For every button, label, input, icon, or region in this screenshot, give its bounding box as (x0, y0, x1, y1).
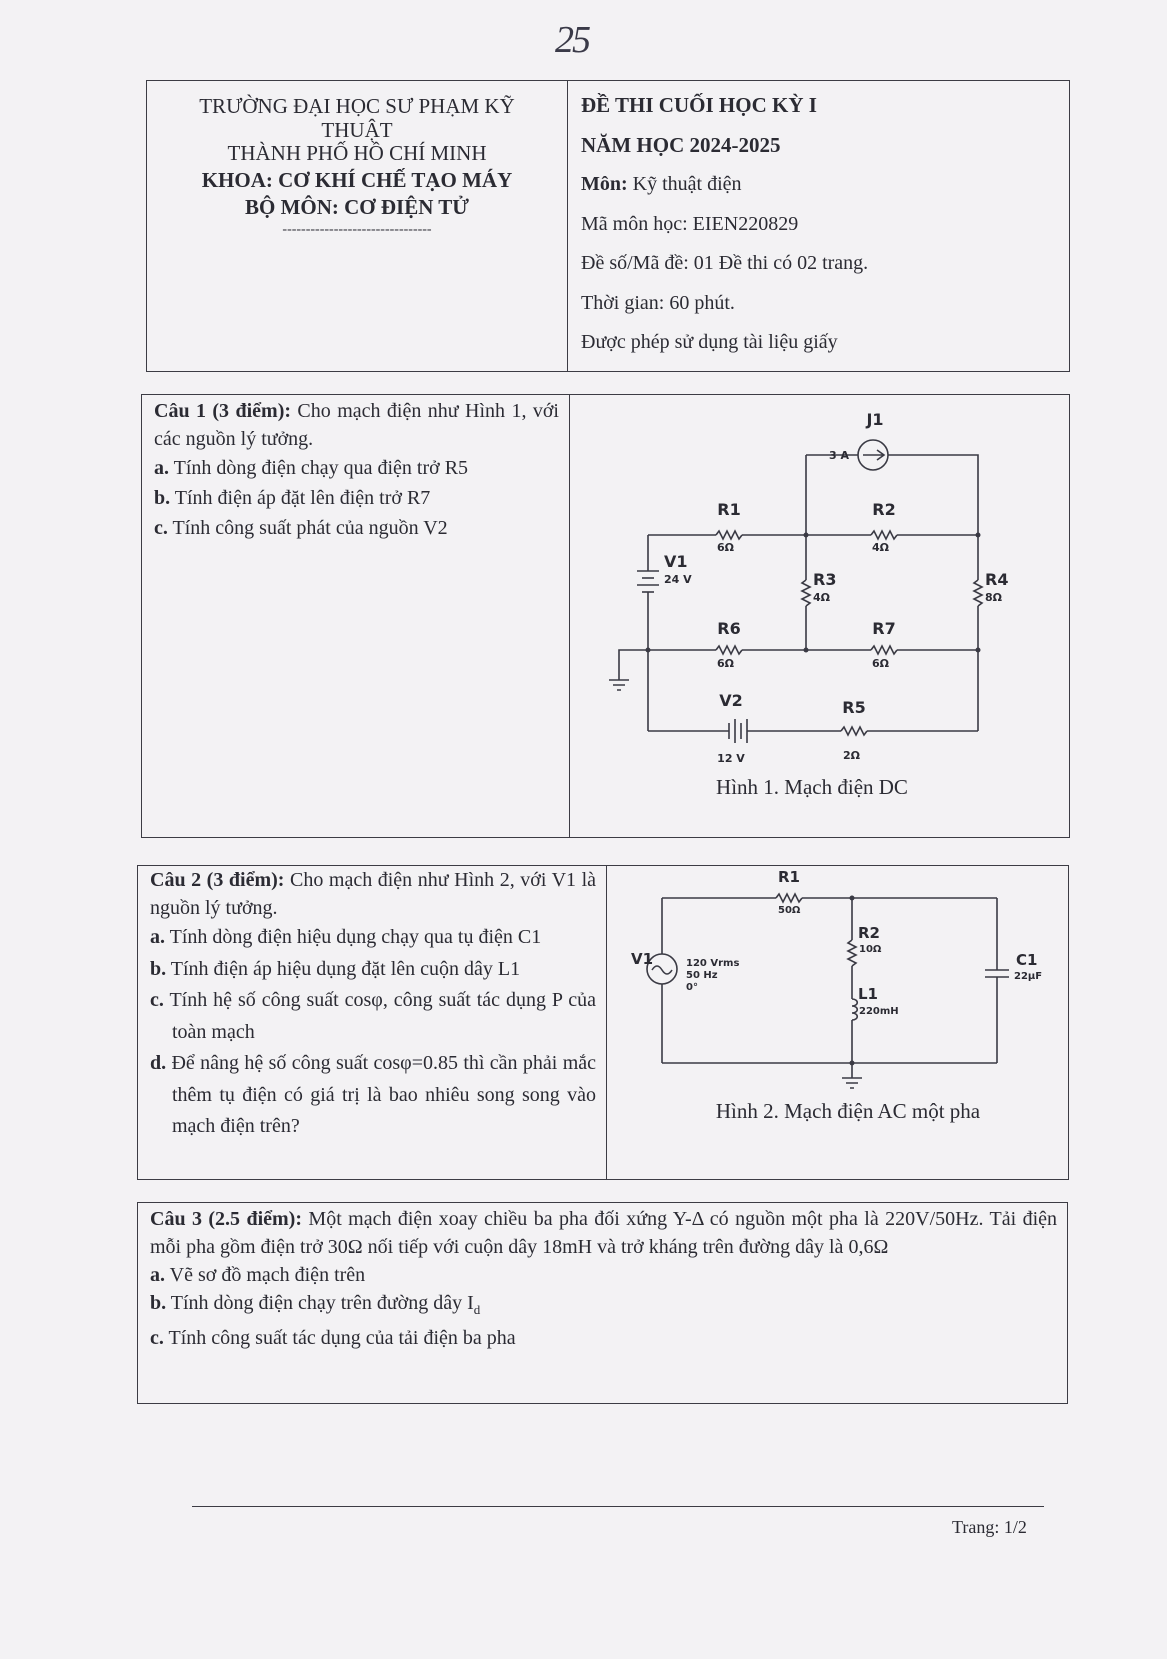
subject-name: Kỹ thuật điện (632, 173, 742, 195)
exam-header (146, 80, 1070, 372)
r5-value: 2Ω (843, 749, 861, 762)
department-name: BỘ MÔN: CƠ ĐIỆN TỬ (244, 195, 469, 219)
question-1-item-a (154, 453, 559, 483)
sine-icon (652, 966, 672, 974)
j1-label: J1 (866, 410, 884, 429)
figure-1-dc-circuit (571, 395, 1069, 837)
current-arrow-icon (863, 450, 884, 460)
item-text: Tính dòng điện chạy trên đường dây I (166, 1292, 474, 1314)
question-2-text (150, 866, 596, 1143)
junction-dot (850, 1061, 855, 1066)
r2-value: 4Ω (872, 541, 890, 554)
question-3-intro (150, 1205, 1057, 1261)
question-3-box (137, 1202, 1068, 1404)
item-text: Tính công suất phát của nguồn V2 (167, 517, 448, 539)
v1-label: V1 (664, 552, 688, 571)
v1-voltage: 120 Vrms (686, 958, 740, 969)
r4-label: R4 (985, 570, 1009, 589)
v1-phase: 0° (686, 982, 698, 993)
item-key: b. (154, 487, 171, 509)
item-text: Tính dòng điện hiệu dụng chạy qua tụ điện C1 (165, 926, 542, 948)
resistor-r6-symbol (716, 646, 742, 654)
junction-dot (646, 648, 651, 653)
item-key: b. (150, 957, 167, 980)
figure-2-ac-circuit (608, 866, 1068, 1179)
resistor-r5-symbol (841, 727, 867, 735)
j1-value: 3 A (829, 449, 849, 462)
item-text: Tính công suất tác dụng của tải điện ba pha (163, 1327, 516, 1349)
question-2-box (137, 865, 1069, 1180)
question-3-item-c (150, 1324, 1057, 1352)
item-text: Tính hệ số công suất cosφ, công suất tác dụng P của toàn mạch (163, 989, 596, 1043)
r1-value: 50Ω (778, 905, 801, 916)
wire (888, 455, 978, 535)
question-1-label: Câu 1 (3 điểm): (154, 400, 292, 422)
v2-value: 12 V (717, 752, 745, 765)
faculty-name: KHOA: CƠ KHÍ CHẾ TẠO MÁY (201, 168, 513, 192)
question-3-text (150, 1205, 1057, 1352)
r6-label: R6 (717, 619, 741, 638)
exam-info (569, 81, 1069, 371)
resistor-r1-symbol (716, 531, 742, 539)
resistor-r2-symbol (871, 531, 897, 539)
question-2-item-c (150, 985, 596, 1048)
v2-label: V2 (719, 691, 743, 710)
ground-icon (609, 680, 629, 690)
r2-label: R2 (872, 500, 896, 519)
r7-value: 6Ω (872, 657, 890, 670)
resistor-r4-symbol (974, 580, 982, 606)
page-number: Trang: 1/2 (952, 1517, 1027, 1537)
r1-label: R1 (778, 868, 800, 886)
ground-icon (842, 1078, 862, 1088)
item-key: c. (154, 517, 168, 539)
item-text: Tính điện áp hiệu dụng đặt lên cuộn dây L1 (166, 957, 521, 980)
question-3-item-b (150, 1289, 1057, 1324)
v1-label: V1 (631, 950, 654, 968)
school-year: NĂM HỌC 2024-2025 (581, 132, 781, 157)
question-1-item-c (154, 513, 559, 543)
question-2-item-d (150, 1048, 596, 1143)
item-key: c. (150, 989, 164, 1011)
v1-frequency: 50 Hz (686, 970, 718, 981)
handwritten-score-mark: 25 (555, 19, 589, 61)
question-1-intro (154, 397, 559, 453)
subject-line (581, 170, 1069, 210)
allowed-materials: Được phép sử dụng tài liệu giấy (581, 331, 838, 353)
junction-dot (804, 533, 809, 538)
l1-label: L1 (858, 985, 878, 1003)
resistor-r3-symbol (802, 580, 810, 606)
question-2-intro-text: Cho mạch điện như Hình 2, với V1 là nguồn lý tưởng. (150, 869, 597, 919)
question-3-intro-text: Một mạch điện xoay chiều ba pha đối xứng Y-Δ có nguồn một pha là 220V/50Hz. Tải điện mỗi pha gồm điện trở 30Ω nối tiếp với cuộn dây 18mH và trở kháng trên đường dây là 0,6Ω (150, 1208, 1058, 1258)
item-key: a. (150, 1264, 165, 1286)
r6-value: 6Ω (717, 657, 735, 670)
question-1-box (141, 394, 1070, 838)
resistor-r2-symbol (848, 940, 856, 966)
school-info (147, 81, 567, 371)
exam-code: Đề số/Mã đề: 01 Đề thi có 02 trang. (581, 252, 869, 274)
course-code: Mã môn học: EIEN220829 (581, 212, 799, 235)
resistor-r1-symbol (776, 894, 802, 902)
r4-value: 8Ω (985, 591, 1003, 604)
question-3-item-a (150, 1261, 1057, 1289)
v1-value: 24 V (664, 573, 692, 586)
item-key: b. (150, 1292, 167, 1314)
c1-label: C1 (1016, 951, 1038, 969)
exam-title: ĐỀ THI CUỐI HỌC KỲ I (581, 93, 817, 117)
school-city: THÀNH PHỐ HỒ CHÍ MINH (227, 141, 487, 165)
r3-label: R3 (813, 570, 837, 589)
l1-value: 220mH (859, 1006, 899, 1017)
r3-value: 4Ω (813, 591, 831, 604)
exam-duration: Thời gian: 60 phút. (581, 291, 735, 314)
inductor-l1-symbol (852, 999, 857, 1020)
item-key: a. (154, 457, 169, 479)
item-text: Vẽ sơ đồ mạch điện trên (165, 1264, 366, 1286)
question-1-item-b (154, 483, 559, 513)
junction-dot (804, 648, 809, 653)
footer-divider (192, 1506, 1044, 1507)
question-2-label: Câu 2 (3 điểm): (150, 869, 285, 891)
question-2-item-b (150, 954, 596, 986)
question-1-text (154, 397, 559, 543)
r5-label: R5 (842, 698, 866, 717)
r1-value: 6Ω (717, 541, 735, 554)
question-3-label: Câu 3 (2.5 điểm): (150, 1208, 302, 1230)
junction-dot (976, 533, 981, 538)
item-key: d. (150, 1052, 167, 1074)
resistor-r7-symbol (871, 646, 897, 654)
r7-label: R7 (872, 619, 896, 638)
junction-dot (850, 896, 855, 901)
item-text: Tính điện áp đặt lên điện trở R7 (170, 487, 431, 509)
c1-value: 22μF (1014, 971, 1043, 982)
figure-2-caption: Hình 2. Mạch điện AC một pha (715, 1099, 981, 1123)
item-key: a. (150, 926, 165, 948)
question-2-item-a (150, 922, 596, 954)
item-text: Để nâng hệ số công suất cosφ=0.85 thì cần phải mắc thêm tụ điện có giá trị là bao nhiêu song song vào mạch điện trên? (166, 1052, 596, 1137)
r2-label: R2 (858, 924, 880, 942)
school-name-line-1: TRƯỜNG ĐẠI HỌC SƯ PHẠM KỸ (199, 94, 515, 118)
item-text: Tính dòng điện chạy qua điện trở R5 (169, 457, 469, 479)
r1-label: R1 (717, 500, 741, 519)
item-subscript: d (473, 1302, 481, 1317)
r2-value: 10Ω (859, 944, 882, 955)
figure-1-caption: Hình 1. Mạch điện DC (716, 775, 908, 799)
wire (619, 650, 648, 680)
header-separator: -------------------------------- (282, 222, 432, 237)
question-1-intro-text: Cho mạch điện như Hình 1, với các nguồn lý tưởng. (154, 400, 559, 450)
junction-dot (976, 648, 981, 653)
question-2-intro (150, 866, 596, 922)
battery-v2-symbol (729, 719, 747, 743)
item-key: c. (150, 1327, 164, 1349)
school-name-line-2: THUẬT (321, 118, 393, 142)
subject-label: Môn: (581, 173, 628, 195)
